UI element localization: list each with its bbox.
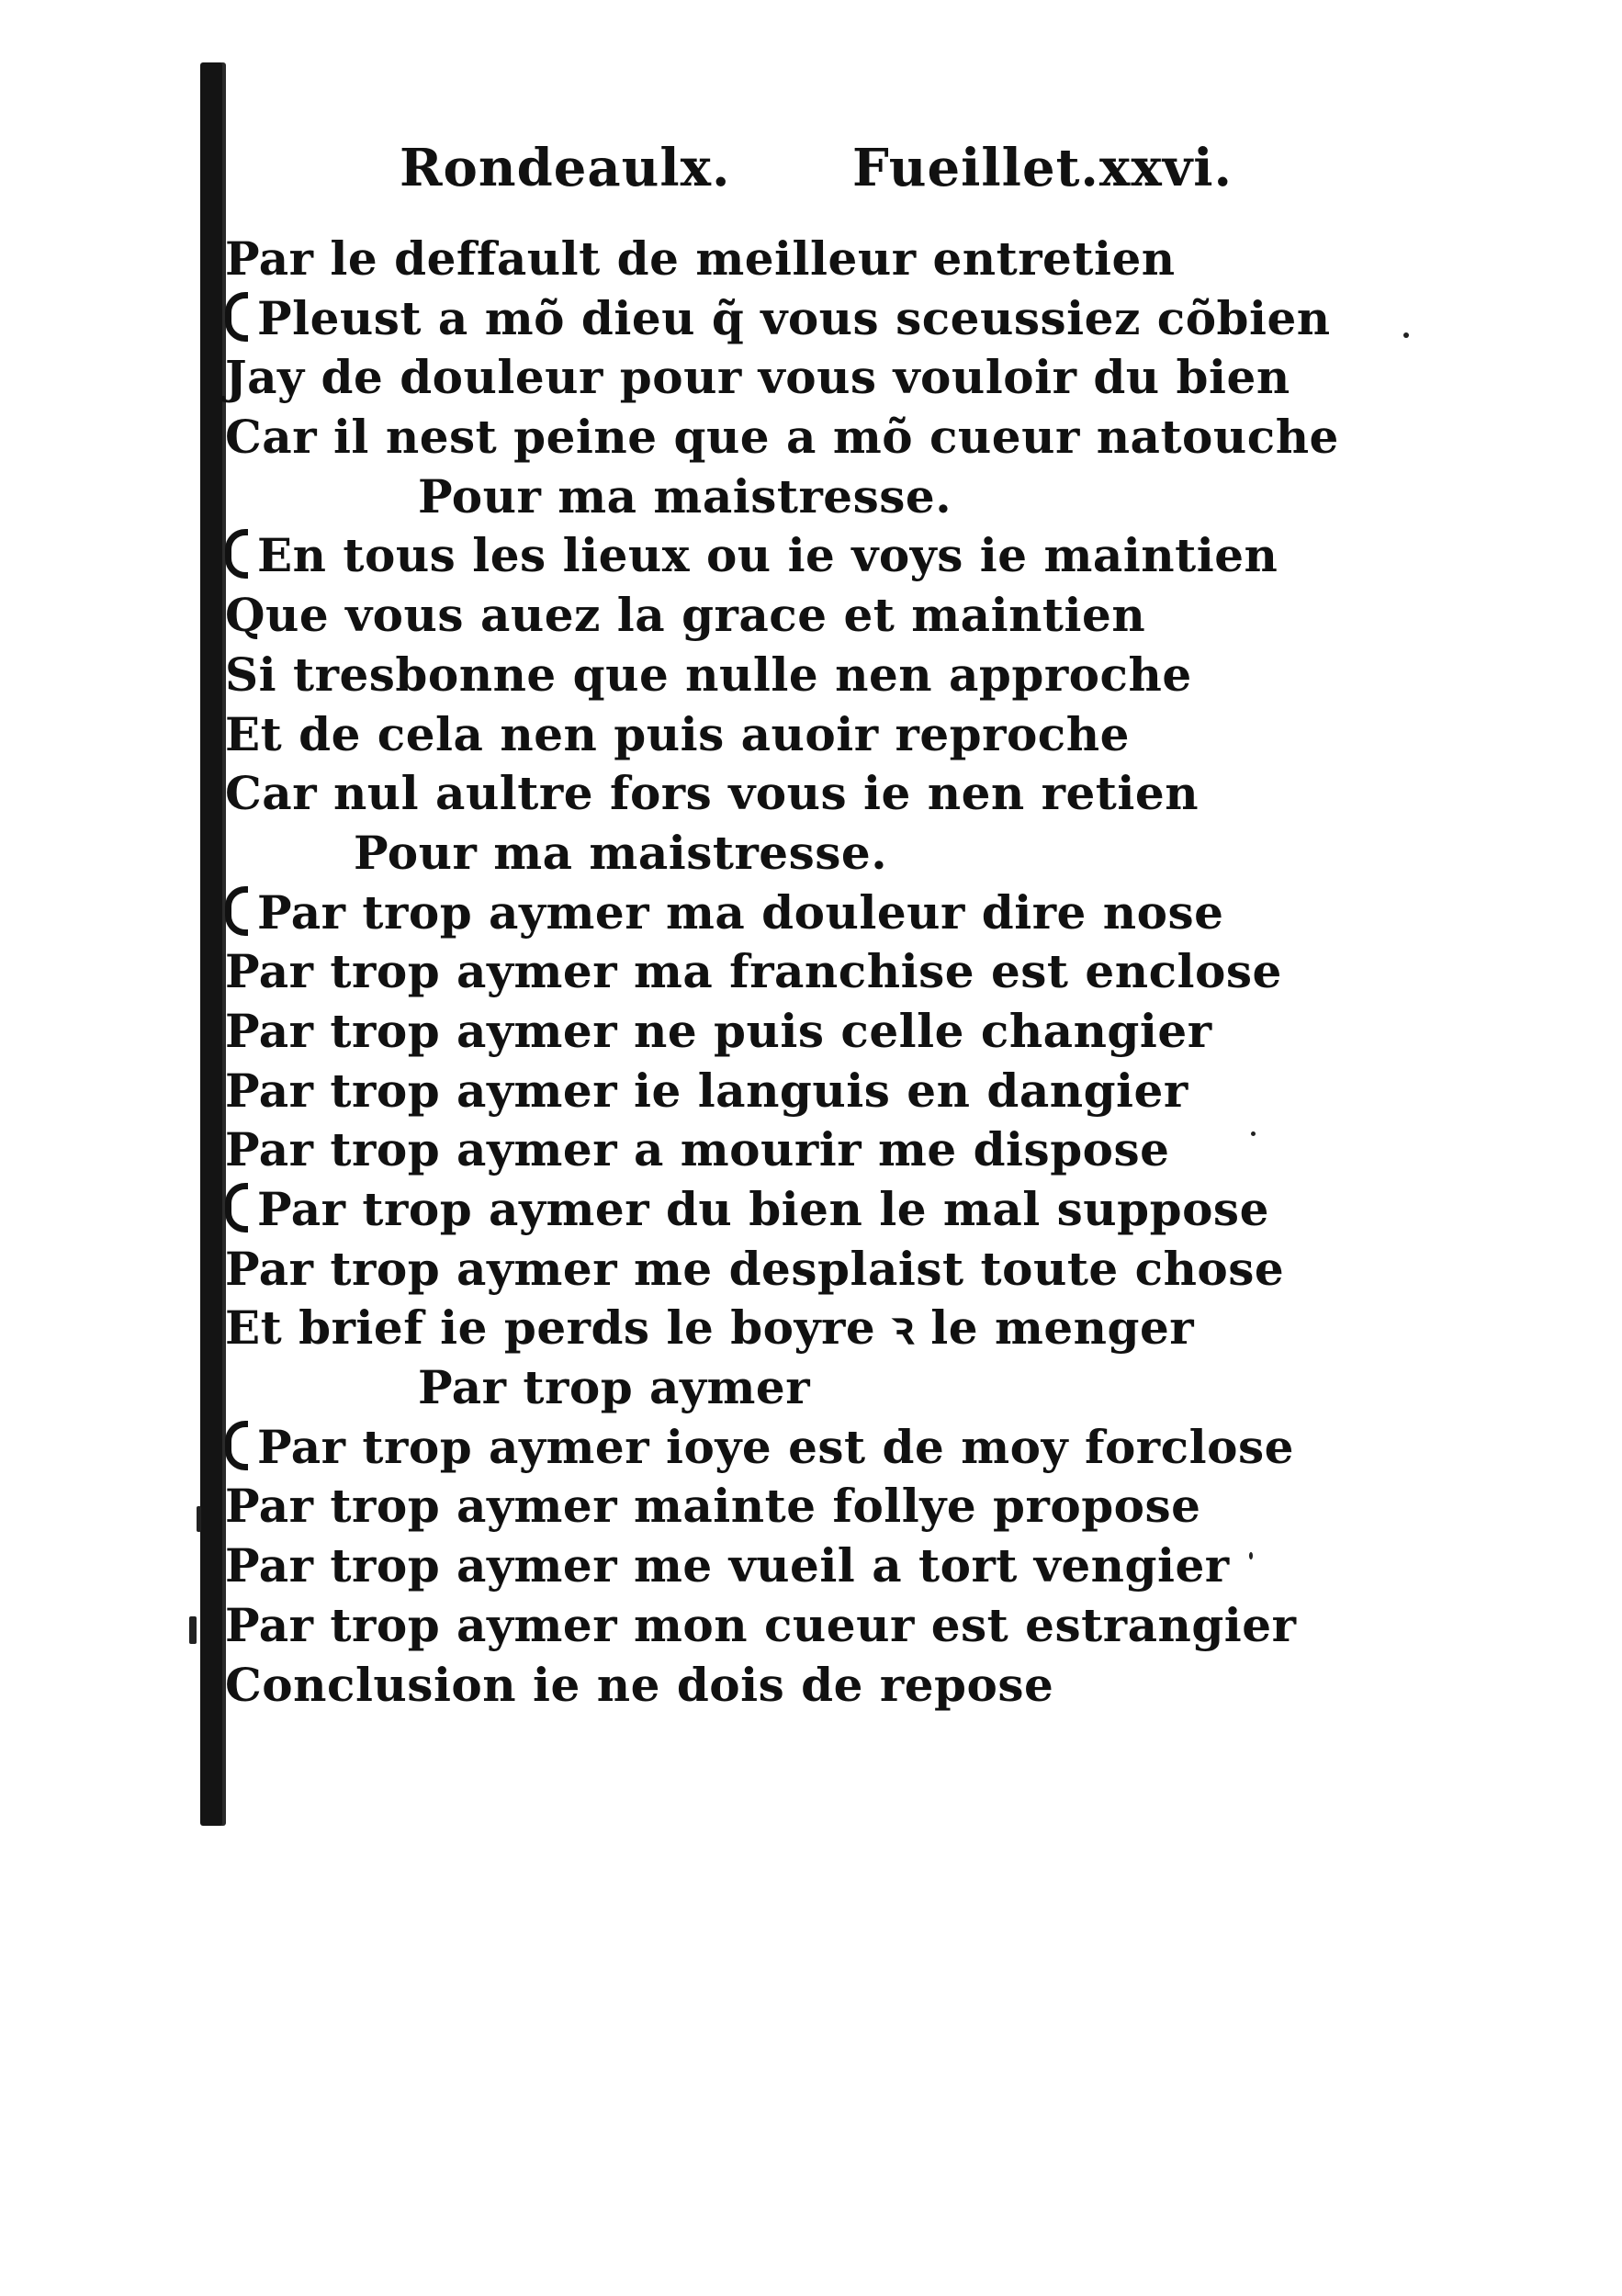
verse-line <box>225 1477 1254 1536</box>
verse-line <box>225 1120 1254 1180</box>
verse-line-text: Par trop aymer <box>418 1360 811 1415</box>
verse-line-text: Par trop aymer ma douleur dire nose <box>257 884 1224 940</box>
ink-speck <box>1251 1131 1256 1136</box>
ink-speck <box>197 1506 201 1532</box>
verse-line <box>225 526 1278 586</box>
folio-number: Fueillet.xxvi. <box>852 138 1233 198</box>
verse-line-text: Par trop aymer ioye est de moy forclose <box>257 1419 1294 1474</box>
verse-line <box>225 1536 1254 1596</box>
verse-line <box>225 705 1254 765</box>
verse-line <box>225 586 1254 646</box>
verse-line <box>225 1656 1254 1716</box>
verse-line-text: Par trop aymer ne puis celle changier <box>225 1003 1212 1058</box>
verse-line <box>225 1240 1285 1300</box>
pilcrow-mark-icon <box>225 1421 248 1470</box>
verse-line <box>225 467 1254 527</box>
verse-line-text: Pleust a mõ dieu q̃ vous sceussiez cõbien <box>257 290 1331 345</box>
verse-line <box>225 1596 1297 1656</box>
ink-speck <box>1403 332 1409 338</box>
verse-line-text: Par trop aymer ie languis en dangier <box>225 1063 1188 1118</box>
verse-line <box>225 884 1254 943</box>
ink-speck <box>189 1616 197 1644</box>
verse-line-text: Si tresbonne que nulle nen approche <box>225 647 1192 702</box>
verse-line-text: Pour ma maistresse. <box>418 468 952 523</box>
verse-line <box>225 764 1254 824</box>
verse-line <box>225 942 1282 1002</box>
verse-line-text: Et brief ie perds le boyre ꝛ le menger <box>225 1300 1195 1356</box>
verse-line-text: Pour ma maistresse. <box>354 825 888 880</box>
verse-line-text: Par trop aymer ma franchise est enclose <box>225 944 1282 999</box>
verse-line <box>225 824 1254 884</box>
verse-line-text: Car nul aultre fors vous ie nen retien <box>225 766 1200 821</box>
pilcrow-mark-icon <box>225 529 248 579</box>
verse-line <box>225 1299 1254 1358</box>
verse-line <box>225 646 1254 705</box>
verse-line <box>225 408 1339 467</box>
verse-line <box>225 1358 1254 1418</box>
verse-line <box>225 1418 1294 1478</box>
verse-line-text: Car il nest peine que a mõ cueur natouche <box>225 410 1339 465</box>
verse-line <box>225 289 1331 349</box>
verse-line-text: Par trop aymer mainte follye propose <box>225 1479 1201 1534</box>
binding-gutter-rule <box>200 62 222 1826</box>
verse-block <box>225 230 1339 1715</box>
verse-line-text: Conclusion ie ne dois de repose <box>225 1657 1054 1712</box>
verse-line <box>225 1062 1254 1121</box>
verse-line <box>225 348 1290 408</box>
verse-line-text: Et de cela nen puis auoir reproche <box>225 706 1130 761</box>
verse-line-text: Par trop aymer du bien le mal suppose <box>257 1182 1269 1236</box>
verse-line-text: Par trop aymer mon cueur est estrangier <box>225 1597 1297 1652</box>
verse-line <box>225 1002 1254 1062</box>
verse-line-text: Que vous auez la grace et maintien <box>225 588 1146 643</box>
verse-line <box>225 230 1254 289</box>
pilcrow-mark-icon <box>225 886 248 936</box>
pilcrow-mark-icon <box>225 292 248 342</box>
verse-line-text: Par trop aymer a mourir me dispose <box>225 1122 1170 1177</box>
verse-line <box>225 1180 1269 1240</box>
running-head-title: Rondeaulx. <box>400 138 731 198</box>
verse-line-text: Par le deffault de meilleur entretien <box>225 231 1176 286</box>
ink-speck <box>1249 1552 1253 1559</box>
verse-line-text: En tous les lieux ou ie voys ie maintien <box>257 528 1278 583</box>
verse-line-text: Par trop aymer me vueil a tort vengier <box>225 1538 1230 1593</box>
pilcrow-mark-icon <box>225 1183 248 1232</box>
verse-line-text: Jay de douleur pour vous vouloir du bien <box>225 350 1290 405</box>
verse-line-text: Par trop aymer me desplaist toute chose <box>225 1241 1285 1296</box>
